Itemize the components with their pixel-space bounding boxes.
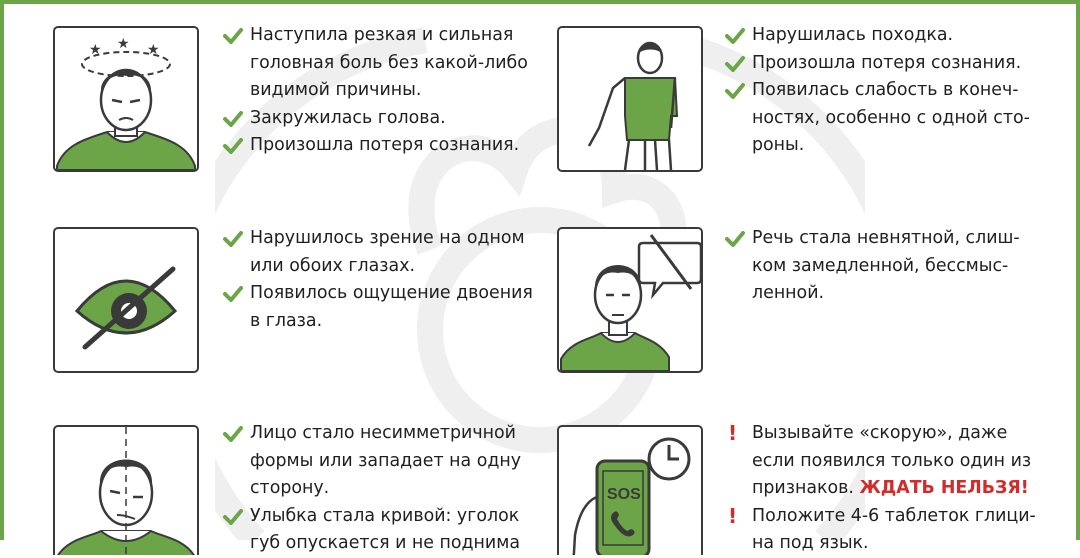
- dizzy-man-icon: [53, 26, 199, 172]
- symptom-list-3: [223, 225, 533, 335]
- item-text: Закружилась голова.: [250, 107, 446, 128]
- item-text: формы или западает на одну: [250, 450, 522, 471]
- list-item: [725, 77, 1030, 160]
- item-text: или обоих глазах.: [250, 255, 416, 276]
- item-text: Наступила резкая и сильная: [250, 25, 514, 45]
- symptom-list-5: [223, 420, 521, 558]
- list-item: [725, 420, 1036, 503]
- item-text: ком замедленной, бессмыс-: [752, 255, 1009, 276]
- item-text: видимой причины.: [250, 80, 422, 100]
- item-text: Вызывайте «скорую», даже: [752, 423, 1008, 443]
- item-text: головная боль без какой-либо: [250, 52, 528, 73]
- item-text: Произошла потеря сознания.: [752, 52, 1022, 73]
- symptom-list-1: [223, 22, 528, 160]
- item-text: сторону.: [250, 478, 330, 498]
- item-text: Появилась слабость в конеч-: [752, 80, 1019, 100]
- check-icon: [725, 231, 745, 247]
- asymmetric-face-icon: [53, 425, 199, 555]
- svg-text:SOS: SOS: [607, 486, 641, 503]
- item-text: Появилось ощущение двоения: [250, 283, 533, 303]
- item-text: Улыбка стала кривой: уголок: [250, 505, 520, 526]
- check-icon: [223, 286, 243, 302]
- sos-phone-clock-icon: [557, 425, 703, 555]
- item-text: Нарушилось зрение на одном: [250, 228, 525, 248]
- exclamation-icon: !: [728, 421, 738, 445]
- action-list: [725, 420, 1036, 558]
- man-speech-bubble-icon: [557, 227, 703, 373]
- item-text: Положите 4-6 таблеток глици-: [752, 505, 1036, 526]
- exclamation-icon: !: [728, 503, 738, 528]
- list-item: [223, 22, 528, 105]
- list-item: [725, 503, 1036, 558]
- item-text: Речь стала невнятной, слиш-: [752, 228, 1020, 248]
- symptom-list-4: [725, 225, 1020, 308]
- item-text-with-warning: [752, 475, 1036, 503]
- check-icon: [223, 28, 243, 44]
- item-text: на под язык.: [752, 533, 869, 553]
- check-icon: [223, 111, 243, 127]
- standing-man-icon: [557, 26, 703, 172]
- item-text: ностях, особенно с одной сто-: [752, 107, 1030, 128]
- crossed-eye-icon: [53, 227, 199, 373]
- list-item: [223, 105, 528, 133]
- check-icon: [223, 138, 243, 154]
- item-text: роны.: [752, 135, 805, 155]
- list-item: [223, 132, 528, 160]
- item-text: в глаза.: [250, 310, 323, 331]
- svg-text:★: ★: [147, 42, 160, 58]
- list-item: [223, 280, 533, 335]
- item-text: Произошла потеря сознания.: [250, 135, 520, 155]
- warning-text: ЖДАТЬ НЕЛЬЗЯ!: [859, 478, 1029, 498]
- list-item: [223, 225, 533, 280]
- item-text: признаков.: [752, 478, 854, 498]
- check-icon: [223, 426, 243, 442]
- check-icon: [223, 509, 243, 525]
- item-text: Лицо стало несимметричной: [250, 423, 516, 443]
- svg-text:★: ★: [89, 42, 102, 58]
- list-item: [725, 50, 1030, 78]
- item-text: если появился только один из: [752, 450, 1032, 471]
- check-icon: [725, 56, 745, 72]
- item-text: Нарушилась походка.: [752, 25, 954, 45]
- item-text: ленной.: [752, 283, 825, 303]
- list-item: [223, 503, 521, 558]
- list-item: [223, 420, 521, 503]
- check-icon: [223, 231, 243, 247]
- list-item: [725, 22, 1030, 50]
- list-item: [725, 225, 1020, 308]
- symptom-list-2: [725, 22, 1030, 160]
- item-text: губ опускается и не поднима: [250, 533, 520, 553]
- check-icon: [725, 83, 745, 99]
- check-icon: [725, 28, 745, 44]
- svg-text:★: ★: [117, 36, 130, 52]
